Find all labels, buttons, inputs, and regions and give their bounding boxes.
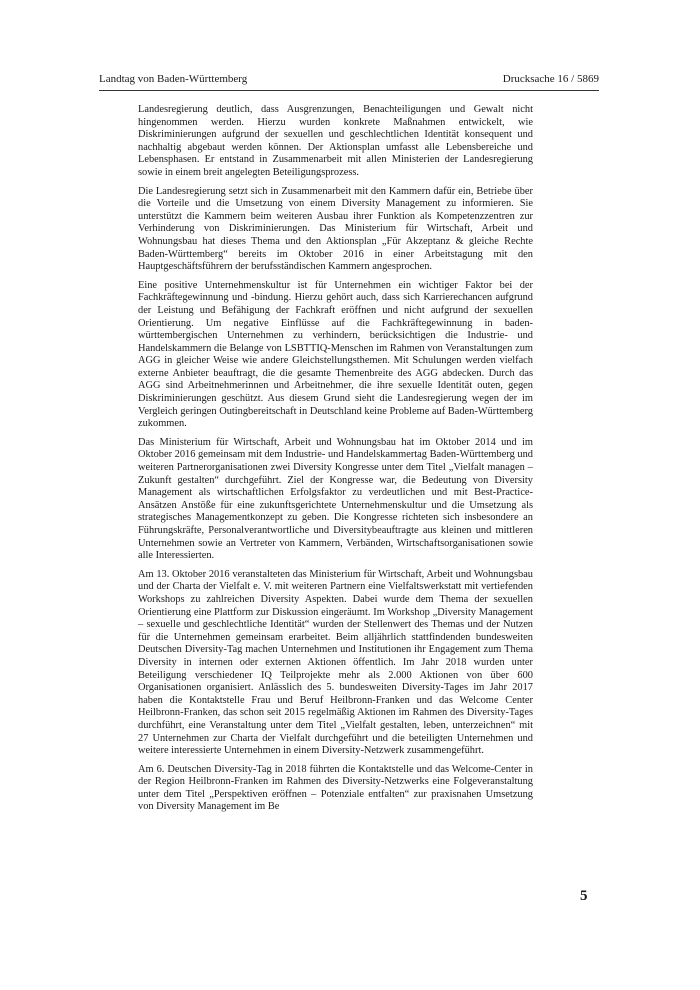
header-parliament-name: Landtag von Baden-Württemberg bbox=[99, 73, 248, 85]
page-header bbox=[99, 72, 599, 91]
paragraph-2: Die Landesregierung setzt sich in Zusammenarbeit mit den Kammern dafür ein, Betriebe über die Vorteile und die Umsetzung von einem Diversity Management zu informieren. Sie unterstützt die Kammern beim weiteren Ausbau ihrer Funktion als Kompetenzzentren zur Verhinderung von Diskriminierungen. Das Ministerium für Wirtschaft, Arbeit und Wohnungsbau hat dieses Thema und den Aktionsplan „Für Akzeptanz & gleiche Rechte Baden-Württemberg“ bereits im Oktober 2016 in einer Arbeitstagung mit den Hauptgeschäftsführern der berufsständischen Kammern angesprochen. bbox=[138, 185, 533, 273]
page-number: 5 bbox=[580, 888, 588, 904]
paragraph-4: Das Ministerium für Wirtschaft, Arbeit und Wohnungsbau hat im Oktober 2014 und im Oktober 2016 gemeinsam mit dem Industrie- und Handelskammertag Baden-Württemberg und weiteren Partnerorganisationen zwei Diversity Kongresse unter dem Titel „Vielfalt managen – Zukunft gestalten“ durchgeführt. Ziel der Kongresse war, die Bedeutung von Diversity Management als wirtschaftlichen Erfolgsfaktor zu verdeutlichen und mit Best-Practice-Ansätzen Anstöße für eine zukunftsgerichtete Unternehmenskultur und die Umsetzung als strategisches Managementkonzept zu geben. Die Kongresse richteten sich insbesondere an Führungskräfte, Personalverantwortliche und Diversitybeauftragte aus kleinen und mittleren Unternehmen sowie an Vertreter von Kammern, Verbänden, Wirtschaftsorganisationen sowie alle Interessierten. bbox=[138, 436, 533, 562]
header-document-number: Drucksache 16 / 5869 bbox=[502, 73, 599, 85]
paragraph-3: Eine positive Unternehmenskultur ist für Unternehmen ein wichtiger Faktor bei der Fachkräftegewinnung und -bindung. Hierzu gehört auch, dass sich Karrierechancen aufgrund der Leistung und Befähigung der Fachkraft eröffnen und nicht aufgrund der sexuellen Orientierung. Um negative Einflüsse auf die Fachkräftegewinnung in baden-württembergischen Unternehmen zu verhindern, berücksichtigen die Industrie- und Handelskammern die Belange von LSBTTIQ-Menschen im Rahmen von Veranstaltungen zum AGG in gleicher Weise wie andere Gleichstellungsthemen. Mit Schulungen werden vielfach externe Anbieter beauftragt, die die gesamte Themenbreite des AGG abdecken. Durch das AGG sind Arbeitnehmerinnen und Arbeitnehmer, die ihre sexuelle Identität outen, gegen Diskriminierungen geschützt. Aus diesem Grund sieht die Landesregierung wegen der im Vergleich geringen Outingbereitschaft in Deutschland keine Probleme auf Baden-Württemberg zukommen. bbox=[138, 279, 533, 430]
paragraph-6: Am 6. Deutschen Diversity-Tag in 2018 führten die Kontaktstelle und das Welcome-Center in der Region Heilbronn-Franken im Rahmen des Diversity-Netzwerks eine Folgeveranstaltung unter dem Titel „Perspektiven eröffnen – Potenziale entfalten“ zur praxisnahen Umsetzung von Diversity Management im Be bbox=[138, 763, 533, 813]
body-text bbox=[138, 104, 533, 820]
paragraph-5: Am 13. Oktober 2016 veranstalteten das Ministerium für Wirtschaft, Arbeit und Wohnungsbau und der Charta der Vielfalt e. V. mit weiteren Partnern eine Vielfaltswerkstatt mit vertiefenden Workshops zu zahlreichen Diversity Aspekten. Dabei wurde dem Thema der sexuellen Orientierung eine Plattform zur Diskussion eingeräumt. Im Workshop „Diversity Management – sexuelle und geschlechtliche Identität“ wurden der Stellenwert des Themas und der Nutzen für die Unternehmen gemeinsam erarbeitet. Beim alljährlich stattfindenden bundesweiten Deutschen Diversity-Tag machen Unternehmen und Institutionen ihr Engagement zum Thema Diversity in internen oder externen Aktionen öffentlich. Im Jahr 2018 wurden unter Beteiligung verschiedener IQ Teilprojekte mehr als 2.000 Aktionen von über 600 Organisationen organisiert. Anlässlich des 5. bundesweiten Diversity-Tages im Jahr 2017 haben die Kontaktstelle Frau und Beruf Heilbronn-Franken und das Welcome Center Heilbronn-Franken, das schon seit 2015 regelmäßig Aktionen im Rahmen des Diversity-Tages durchführt, eine Veranstaltung unter dem Titel „Vielfalt gestalten, leben, unterzeichnen“ mit 27 Unternehmen zur Charta der Vielfalt durchgeführt und die beteiligten Unternehmen und weitere interessierte Unternehmen in einem Diversity-Netzwerk zusammengeführt. bbox=[138, 568, 533, 757]
paragraph-1: Landesregierung deutlich, dass Ausgrenzungen, Benachteiligungen und Gewalt nicht hingenommen werden. Hierzu wurden konkrete Maßnahmen entwickelt, wie Diskriminierungen aufgrund der sexuellen und geschlechtlichen Identität konsequent und nachhaltig abgebaut werden können. Der Aktionsplan umfasst alle Lebensbereiche und Lebensphasen. Er entstand in Zusammenarbeit mit allen Ministerien der Landesregierung sowie in einem breit angelegten Beteiligungsprozess. bbox=[138, 104, 533, 178]
